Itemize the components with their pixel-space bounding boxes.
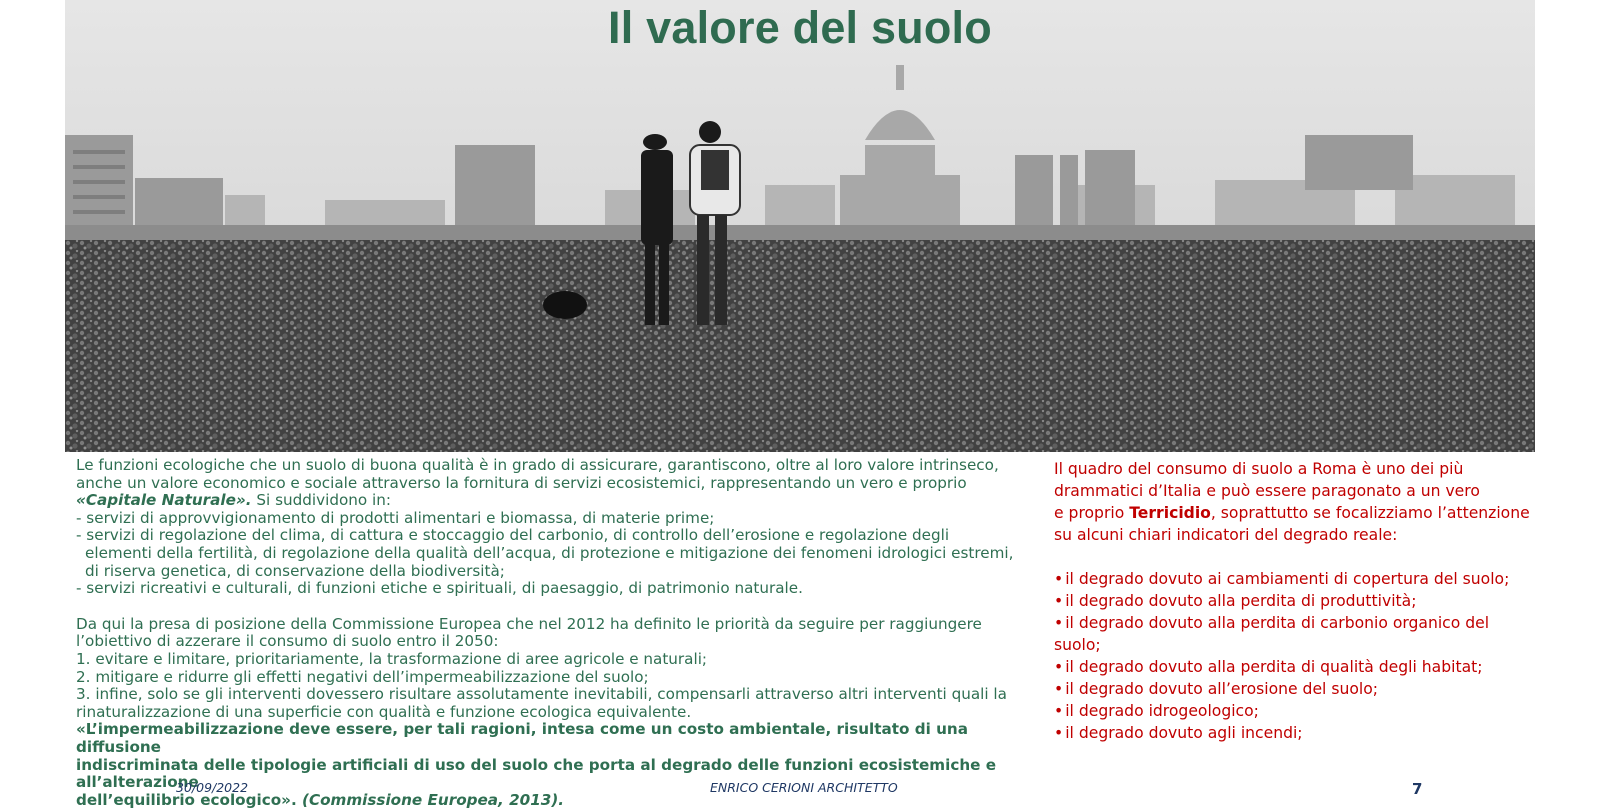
quote-line-1: «L’impermeabilizzazione deve essere, per tali ragioni, intesa come un costo ambientale, risultato di una diffusione — [76, 720, 968, 756]
degrado-item-text: il degrado dovuto alla perdita di carbonio organico del suolo; — [1054, 614, 1490, 654]
bullet-icon: • — [1054, 570, 1064, 588]
right-line-3-post: , soprattutto se focalizziamo l’attenzione — [1210, 504, 1530, 522]
intro-line-1: Le funzioni ecologiche che un suolo di buona qualità è in grado di assicurare, garantiscono, oltre al loro valore intrinseco, — [76, 456, 999, 474]
right-text-column — [1054, 458, 1534, 744]
bullet-icon: • — [1054, 658, 1064, 676]
degrado-item-6 — [1054, 700, 1534, 722]
commission-line-1: Da qui la presa di posizione della Commissione Europea che nel 2012 ha definito le priorità da seguire per raggiungere — [76, 614, 982, 633]
photo-field-rome-eur-icon — [65, 0, 1535, 452]
quote-line-2: indiscriminata delle tipologie artificiali di uso del suolo che porta al degrado delle funzioni ecosistemiche e all’alterazione — [76, 755, 997, 792]
service-item-2-cont-a: elementi della fertilità, di regolazione della qualità dell’acqua, di protezione e mitigazione dei fenomeni idrologici estremi, — [85, 543, 1014, 562]
commission-line-2: l’obiettivo di azzerare il consumo di suolo entro il 2050: — [76, 632, 499, 651]
slide-title: Il valore del suolo — [608, 2, 992, 53]
degrado-list — [1054, 568, 1534, 744]
page-number: 7 — [1412, 780, 1423, 798]
degrado-item-text: il degrado dovuto agli incendi; — [1065, 724, 1303, 742]
right-line-3 — [1054, 502, 1534, 524]
bullet-icon: • — [1054, 592, 1064, 610]
header-photo — [65, 0, 1535, 452]
degrado-item-text: il degrado idrogeologico; — [1065, 702, 1259, 720]
degrado-item-4 — [1054, 656, 1534, 678]
bullet-icon: • — [1054, 724, 1064, 742]
right-line-2: drammatici d’Italia e può essere paragonato a un vero — [1054, 482, 1480, 500]
terricidio-word: Terricidio — [1129, 504, 1211, 522]
priority-item-3: 3. infine, solo se gli interventi dovessero risultare assolutamente inevitabili, compensarli attraverso altri interventi quali la — [76, 685, 1007, 704]
service-item-2-cont-b: di riserva genetica, di conservazione della biodiversità; — [85, 561, 505, 580]
quote-source: (Commissione Europea, 2013). — [302, 790, 565, 809]
left-text-column — [76, 457, 1036, 809]
bullet-icon: • — [1054, 702, 1064, 720]
footer-author: ENRICO CERIONI ARCHITETTO — [710, 780, 898, 795]
intro-line-3 — [76, 492, 1036, 510]
capitale-naturale: «Capitale Naturale». — [76, 491, 252, 510]
right-line-1: Il quadro del consumo di suolo a Roma è uno dei più — [1054, 460, 1464, 478]
intro-line-3-rest: Si suddividono in: — [251, 491, 391, 510]
degrado-item-text: il degrado dovuto alla perdita di qualità degli habitat; — [1065, 658, 1483, 676]
degrado-item-text: il degrado dovuto alla perdita di produttività; — [1065, 592, 1417, 610]
intro-line-2: anche un valore economico e sociale attraverso la fornitura di servizi ecosistemici, rappresentando un vero e proprio — [76, 473, 967, 492]
degrado-item-text: il degrado dovuto all’erosione del suolo; — [1065, 680, 1379, 698]
right-line-4: su alcuni chiari indicatori del degrado reale: — [1054, 526, 1398, 544]
service-item-1: - servizi di approvvigionamento di prodotti alimentari e biomassa, di materie prime; — [76, 508, 715, 527]
bullet-icon: • — [1054, 614, 1064, 632]
priority-item-2: 2. mitigare e ridurre gli effetti negativi dell’impermeabilizzazione del suolo; — [76, 667, 649, 686]
degrado-item-2 — [1054, 590, 1534, 612]
priority-item-1: 1. evitare e limitare, prioritariamente, la trasformazione di aree agricole e naturali; — [76, 649, 708, 668]
degrado-item-5 — [1054, 678, 1534, 700]
priority-item-3-cont: rinaturalizzazione di una superficie con qualità e funzione ecologica equivalente. — [76, 702, 692, 721]
right-line-3-pre: e proprio — [1054, 504, 1130, 522]
footer-date: 30/09/2022 — [176, 780, 249, 795]
quote-line-3-text: dell’equilibrio ecologico». — [76, 790, 303, 809]
degrado-item-7 — [1054, 722, 1534, 744]
degrado-item-1 — [1054, 568, 1534, 590]
service-item-2: - servizi di regolazione del clima, di cattura e stoccaggio del carbonio, di controllo dell’erosione e regolazione degli — [76, 526, 950, 545]
degrado-item-text: il degrado dovuto ai cambiamenti di copertura del suolo; — [1065, 570, 1510, 588]
service-item-3: - servizi ricreativi e culturali, di funzioni etiche e spirituali, di paesaggio, di patrimonio naturale. — [76, 579, 803, 598]
bullet-icon: • — [1054, 680, 1064, 698]
degrado-item-3 — [1054, 612, 1534, 656]
